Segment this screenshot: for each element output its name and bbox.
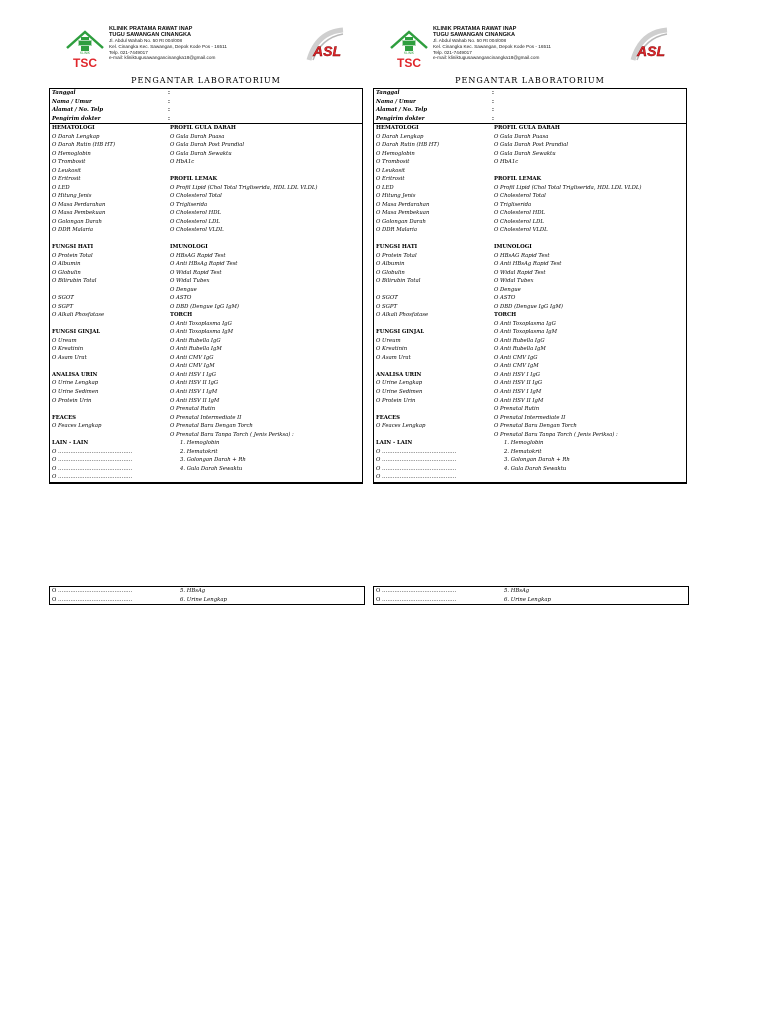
blank-line: [376, 320, 494, 329]
test-option[interactable]: O ……………………………………: [376, 448, 457, 455]
section-heading: HEMATOLOGI: [52, 125, 95, 131]
test-option[interactable]: O Asam Urat: [376, 354, 411, 361]
section-heading: IMUNOLOGI: [170, 244, 208, 251]
blank-line: [52, 405, 170, 414]
test-option[interactable]: O Gula Darah Puasa: [494, 133, 549, 140]
bottom-row: [50, 596, 364, 605]
test-option[interactable]: O Darah Lengkap: [376, 133, 424, 140]
test-column-1: [50, 124, 170, 482]
test-option[interactable]: O Protein Total: [52, 252, 93, 259]
other-test-blank[interactable]: O ……………………………………: [52, 596, 133, 603]
test-option[interactable]: O ASTO: [494, 295, 516, 302]
test-option[interactable]: O Protein Urin: [52, 397, 92, 404]
svg-text:ASL: ASL: [637, 43, 665, 59]
blank-line: [376, 362, 494, 371]
prenatal-sub-item: 4. Gula Darah Sewaktu: [504, 465, 567, 472]
prenatal-sub-item: 3. Golongan Darah + Rh: [504, 457, 570, 464]
blank-line: [376, 431, 494, 440]
test-option[interactable]: O Anti Toxoplasma IgG: [494, 320, 556, 327]
test-option[interactable]: O Trombosit: [376, 159, 410, 166]
test-option[interactable]: O ……………………………………: [376, 465, 457, 472]
blank-line: [376, 286, 494, 295]
test-option[interactable]: O HbA1c: [170, 159, 195, 166]
form-header: [373, 20, 687, 70]
test-option[interactable]: O Prenatal Intermediate II: [170, 414, 242, 421]
test-option[interactable]: O Prenatal Rutin: [494, 406, 540, 413]
section-heading: ANALISA URIN: [376, 371, 422, 378]
test-option[interactable]: O Anti HSV I IgM: [494, 388, 542, 395]
test-option[interactable]: O Anti Toxoplasma IgM: [494, 329, 557, 336]
test-option[interactable]: O Gula Darah Post Prandial: [494, 142, 569, 149]
test-option[interactable]: O SGOT: [376, 295, 398, 302]
svg-text:KLINIK: KLINIK: [403, 51, 415, 55]
test-option[interactable]: O Anti HSV I IgG: [170, 371, 217, 378]
clinic-phone: Telp. 021-7449017: [109, 49, 148, 55]
patient-fields: [50, 89, 362, 124]
prenatal-sub-item: 6. Urine Lengkap: [504, 596, 551, 603]
test-option[interactable]: O ……………………………………: [52, 474, 133, 481]
test-option[interactable]: O Darah Rutin (HB HT): [376, 142, 440, 149]
clinic-address: Jl. Abdul Wahab No. 50 Rt 004/008: [433, 38, 507, 44]
test-option[interactable]: O Alkali Phosfatase: [52, 312, 105, 319]
test-option[interactable]: O HBsAG Rapid Test: [170, 252, 226, 259]
bottom-row: [374, 596, 688, 605]
other-test-blank[interactable]: O ……………………………………: [52, 588, 133, 594]
test-option[interactable]: O ……………………………………: [376, 474, 457, 481]
form-box: [49, 88, 363, 484]
section-heading: LAIN - LAIN: [52, 440, 89, 447]
test-option[interactable]: O Gula Darah Puasa: [170, 133, 225, 140]
blank-line: [52, 362, 170, 371]
clinic-name: KLINIK PRATAMA RAWAT INAP: [433, 26, 517, 32]
svg-text:TSC: TSC: [73, 56, 97, 70]
field-referring-doctor[interactable]: Pengirim dokter :: [52, 115, 170, 122]
test-option[interactable]: O DDR Malaria: [376, 227, 418, 234]
test-option[interactable]: O Hemoglobin: [52, 150, 91, 157]
test-option[interactable]: O Anti Toxoplasma IgM: [170, 329, 233, 336]
test-option[interactable]: O SGOT: [52, 295, 74, 302]
section-heading: TORCH: [494, 312, 517, 319]
test-option[interactable]: O Prenatal Baru Tanpa Torch ( Jenis Periksa) :: [494, 431, 618, 438]
test-option[interactable]: O Ureum: [376, 337, 401, 344]
clinic-logo: [63, 28, 107, 70]
svg-text:KLINIK: KLINIK: [79, 51, 91, 55]
test-option[interactable]: O Cholesterol HDL: [494, 210, 545, 217]
test-option[interactable]: O LED: [376, 184, 394, 191]
section-heading: FUNGSI HATI: [376, 244, 418, 251]
test-option[interactable]: O Prenatal Baru Tanpa Torch ( Jenis Periksa) :: [170, 431, 294, 438]
prenatal-sub-item: 2. Hematokrit: [180, 448, 218, 455]
test-option[interactable]: O Golongan Darah: [376, 218, 426, 225]
blank-line: [494, 167, 686, 176]
field-date[interactable]: Tanggal :: [52, 90, 170, 96]
clinic-email: e-mail: kliniktugusawangancinangka18@gmail.com: [433, 55, 540, 61]
test-option[interactable]: O Kreatinin: [52, 346, 84, 353]
test-columns: [374, 124, 686, 483]
test-option[interactable]: O Prenatal Baru Dengan Torch: [170, 423, 253, 430]
form-header: [49, 20, 363, 70]
test-option[interactable]: O Asam Urat: [52, 354, 87, 361]
blank-line: [52, 235, 170, 244]
prenatal-sub-item: 3. Golongan Darah + Rh: [180, 457, 246, 464]
test-option[interactable]: O ……………………………………: [376, 457, 457, 464]
prenatal-sub-item: 5. HBsAg: [504, 588, 530, 594]
test-option[interactable]: O Anti HSV II IgM: [170, 397, 220, 404]
test-option[interactable]: O DBD (Dengue IgG IgM): [494, 303, 563, 310]
test-option[interactable]: O Bilirubin Total: [52, 278, 97, 285]
test-option[interactable]: O Protein Urin: [376, 397, 416, 404]
test-option[interactable]: O Prenatal Intermediate II: [494, 414, 566, 421]
clinic-name-2: TUGU SAWANGAN CINANGKA: [433, 32, 516, 39]
test-option[interactable]: O Prenatal Baru Dengan Torch: [494, 423, 577, 430]
field-address-phone[interactable]: Alamat / No. Telp :: [376, 107, 494, 113]
test-option[interactable]: O Dengue: [494, 286, 521, 293]
test-option[interactable]: O Profil Lipid (Chol Total Trigliserida, HDL LDL VLDL): [494, 184, 642, 191]
form-bottom-box: [49, 586, 365, 605]
test-option[interactable]: O Gula Darah Sewaktu: [494, 150, 556, 157]
test-option[interactable]: O Urine Lengkap: [376, 380, 423, 387]
test-option[interactable]: O Anti HBsAg Rapid Test: [494, 261, 562, 268]
field-referring-doctor[interactable]: Pengirim dokter :: [376, 115, 494, 122]
blank-line: [170, 167, 362, 176]
clinic-address: Jl. Abdul Wahab No. 50 Rt 004/008: [109, 38, 183, 44]
test-option[interactable]: O Kreatinin: [376, 346, 408, 353]
blank-line: [376, 235, 494, 244]
test-option[interactable]: O Feaces Lengkap: [376, 423, 426, 430]
test-option[interactable]: O Cholesterol VLDL: [494, 227, 548, 234]
test-option[interactable]: O Ureum: [52, 337, 77, 344]
clinic-name: KLINIK PRATAMA RAWAT INAP: [109, 26, 193, 32]
test-option[interactable]: O Dengue: [170, 286, 197, 293]
section-heading: FEACES: [52, 414, 76, 421]
test-option[interactable]: O Anti HSV II IgG: [170, 380, 219, 387]
test-option[interactable]: O Eritrosit: [376, 176, 405, 183]
section-heading: HEMATOLOGI: [376, 125, 419, 131]
section-heading: FUNGSI GINJAL: [376, 329, 425, 336]
lab-form-right: [373, 20, 687, 603]
test-option[interactable]: O Widal Tubex: [494, 278, 534, 285]
test-option[interactable]: O Anti Rubella IgM: [170, 346, 222, 353]
clinic-info: [109, 26, 309, 61]
test-option[interactable]: O Anti HSV II IgM: [494, 397, 544, 404]
clinic-address-2: Kel. Cinangka Kec. Sawangan, Depok Kode Pos - 16511: [433, 44, 551, 49]
section-heading: PROFIL GULA DARAH: [494, 125, 560, 131]
test-option[interactable]: O Masa Perdarahan: [52, 201, 106, 208]
test-option[interactable]: O DDR Malaria: [52, 227, 94, 234]
test-option[interactable]: O Anti Rubella IgG: [494, 337, 545, 344]
test-option[interactable]: O Albumin: [52, 261, 81, 268]
blank-line: [494, 235, 686, 244]
bottom-row: [50, 587, 364, 596]
clinic-info: [433, 26, 633, 61]
blank-line: [170, 235, 362, 244]
test-option[interactable]: O ……………………………………: [52, 457, 133, 464]
test-option[interactable]: O Widal Rapid Test: [170, 269, 222, 276]
test-option[interactable]: O Protein Total: [376, 252, 417, 259]
test-option[interactable]: O LED: [52, 184, 70, 191]
field-date[interactable]: Tanggal :: [376, 90, 494, 96]
asl-logo: [627, 26, 673, 66]
test-option[interactable]: O Darah Lengkap: [52, 133, 100, 140]
test-option[interactable]: O Anti HSV I IgM: [170, 388, 218, 395]
patient-fields: [374, 89, 686, 124]
test-option[interactable]: O Globulin: [52, 269, 81, 276]
test-option[interactable]: O Darah Rutin (HB HT): [52, 142, 116, 149]
test-option[interactable]: O Widal Rapid Test: [494, 269, 546, 276]
test-option[interactable]: O Eritrosit: [52, 176, 81, 183]
form-title: PENGANTAR LABORATORIUM: [131, 76, 281, 85]
test-option[interactable]: O Trombosit: [52, 159, 86, 166]
test-option[interactable]: O Anti Rubella IgM: [494, 346, 546, 353]
test-option[interactable]: O Cholesterol LDL: [494, 218, 544, 225]
blank-line: [52, 286, 170, 295]
test-column-2: [170, 124, 362, 482]
asl-logo: [303, 26, 349, 66]
section-heading: PROFIL LEMAK: [494, 176, 542, 183]
test-option[interactable]: O Cholesterol LDL: [170, 218, 220, 225]
test-option[interactable]: O Cholesterol VLDL: [170, 227, 224, 234]
section-heading: PROFIL GULA DARAH: [170, 125, 236, 131]
test-option[interactable]: O Leukosit: [52, 167, 82, 174]
prenatal-sub-item: 1. Hemoglobin: [180, 440, 220, 447]
test-option[interactable]: O Gula Darah Post Prandial: [170, 142, 245, 149]
test-option[interactable]: O Cholesterol Total: [494, 193, 546, 200]
other-test-blank[interactable]: O ……………………………………: [376, 588, 457, 594]
form-box: [373, 88, 687, 484]
clinic-address-2: Kel. Cinangka Kec. Sawangan, Depok Kode Pos - 16511: [109, 44, 227, 49]
prenatal-sub-item: 2. Hematokrit: [504, 448, 542, 455]
field-name-age[interactable]: Nama / Umur :: [52, 98, 170, 105]
section-heading: LAIN - LAIN: [376, 440, 413, 447]
test-option[interactable]: O Globulin: [376, 269, 405, 276]
prenatal-sub-item: 5. HBsAg: [180, 588, 206, 594]
clinic-email: e-mail: kliniktugusawangancinangka18@gmail.com: [109, 55, 216, 61]
test-option[interactable]: O ASTO: [170, 295, 192, 302]
test-option[interactable]: O Alkali Phosfatase: [376, 312, 429, 319]
test-option[interactable]: O Anti CMV IgM: [170, 363, 215, 370]
section-heading: IMUNOLOGI: [494, 244, 532, 251]
test-option[interactable]: O ……………………………………: [52, 448, 133, 455]
test-option[interactable]: O Anti HSV I IgG: [494, 371, 541, 378]
form-bottom-box: [373, 586, 689, 605]
other-test-blank[interactable]: O ……………………………………: [376, 596, 457, 603]
blank-line: [52, 320, 170, 329]
test-option[interactable]: O Hitung Jenis: [52, 193, 92, 200]
test-option[interactable]: O Gula Darah Sewaktu: [170, 150, 232, 157]
test-option[interactable]: O Urine Sedimen: [52, 388, 99, 395]
prenatal-sub-item: 6. Urine Lengkap: [180, 596, 227, 603]
test-option[interactable]: O DBD (Dengue IgG IgM): [170, 303, 239, 310]
test-option[interactable]: O Anti CMV IgM: [494, 363, 539, 370]
svg-text:ASL: ASL: [313, 43, 341, 59]
svg-text:TSC: TSC: [397, 56, 421, 70]
test-option[interactable]: O Leukosit: [376, 167, 406, 174]
test-option[interactable]: O Urine Lengkap: [52, 380, 99, 387]
clinic-phone: Telp. 021-7449017: [433, 49, 472, 55]
section-heading: TORCH: [170, 312, 193, 319]
test-option[interactable]: O Trigliserida: [494, 201, 532, 208]
form-title: PENGANTAR LABORATORIUM: [455, 76, 605, 85]
test-option[interactable]: O HbA1c: [494, 159, 519, 166]
test-option[interactable]: O Anti Toxoplasma IgG: [170, 320, 232, 327]
test-columns: [50, 124, 362, 483]
test-option[interactable]: O Masa Pembekuan: [376, 210, 430, 217]
test-option[interactable]: O Hemoglobin: [376, 150, 415, 157]
test-option[interactable]: O Feaces Lengkap: [52, 423, 102, 430]
test-option[interactable]: O HBsAG Rapid Test: [494, 252, 550, 259]
test-option[interactable]: O Anti Rubella IgG: [170, 337, 221, 344]
test-column-2: [494, 124, 686, 482]
test-option[interactable]: O Cholesterol HDL: [170, 210, 221, 217]
test-option[interactable]: O Cholesterol Total: [170, 193, 222, 200]
test-option[interactable]: O Anti CMV IgG: [494, 354, 538, 361]
section-heading: FUNGSI HATI: [52, 244, 94, 251]
test-option[interactable]: O SGPT: [52, 303, 73, 310]
test-option[interactable]: O Widal Tubex: [170, 278, 210, 285]
test-option[interactable]: O Bilirubin Total: [376, 278, 421, 285]
prenatal-sub-item: 4. Gula Darah Sewaktu: [180, 465, 243, 472]
test-option[interactable]: O Anti CMV IgG: [170, 354, 214, 361]
section-heading: ANALISA URIN: [52, 371, 98, 378]
test-option[interactable]: O ……………………………………: [52, 465, 133, 472]
test-option[interactable]: O Profil Lipid (Chol Total Trigliserida, HDL LDL VLDL): [170, 184, 318, 191]
test-option[interactable]: O Masa Perdarahan: [376, 201, 430, 208]
clinic-logo: [387, 28, 431, 70]
test-option[interactable]: O SGPT: [376, 303, 397, 310]
blank-line: [376, 405, 494, 414]
section-heading: FUNGSI GINJAL: [52, 329, 101, 336]
blank-line: [52, 431, 170, 440]
test-option[interactable]: O Masa Pembekuan: [52, 210, 106, 217]
test-option[interactable]: O Trigliserida: [170, 201, 208, 208]
test-option[interactable]: O Prenatal Rutin: [170, 406, 216, 413]
test-option[interactable]: O Hitung Jenis: [376, 193, 416, 200]
bottom-row: [374, 587, 688, 596]
test-option[interactable]: O Albumin: [376, 261, 405, 268]
field-address-phone[interactable]: Alamat / No. Telp :: [52, 107, 170, 113]
clinic-name-2: TUGU SAWANGAN CINANGKA: [109, 32, 192, 39]
test-option[interactable]: O Golongan Darah: [52, 218, 102, 225]
section-heading: PROFIL LEMAK: [170, 176, 218, 183]
test-option[interactable]: O Anti HBsAg Rapid Test: [170, 261, 238, 268]
test-option[interactable]: O Urine Sedimen: [376, 388, 423, 395]
test-column-1: [374, 124, 494, 482]
prenatal-sub-item: 1. Hemoglobin: [504, 440, 544, 447]
field-name-age[interactable]: Nama / Umur :: [376, 98, 494, 105]
lab-form-left: [49, 20, 363, 603]
test-option[interactable]: O Anti HSV II IgG: [494, 380, 543, 387]
section-heading: FEACES: [376, 414, 400, 421]
